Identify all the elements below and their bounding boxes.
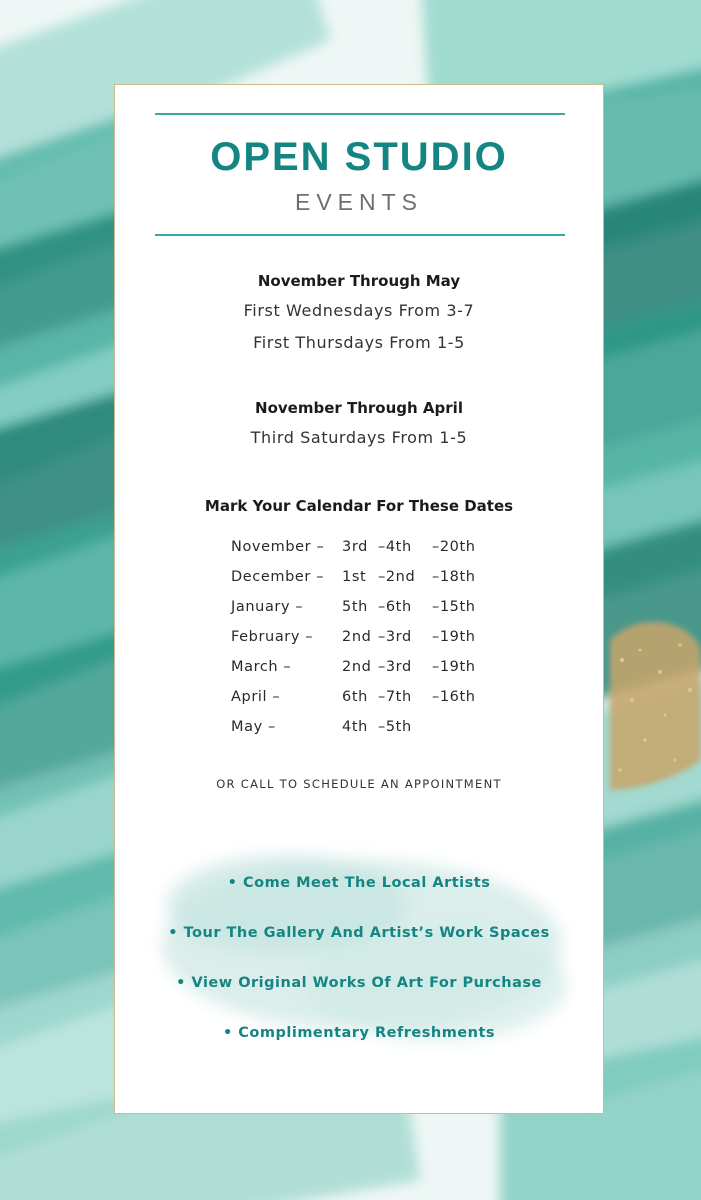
calendar-date: 5th	[342, 599, 368, 615]
table-row	[115, 539, 603, 563]
schedule-heading-2: November Through April	[255, 399, 463, 417]
table-row	[115, 599, 603, 623]
table-row	[115, 569, 603, 593]
calendar-date: –20th	[432, 539, 476, 555]
watercolor-splash	[147, 835, 577, 1055]
calendar-date: –2nd	[378, 569, 416, 585]
schedule-line: First Wednesdays From 3-7	[243, 301, 475, 320]
calendar-date: –19th	[432, 659, 476, 675]
bottom-divider	[155, 234, 565, 236]
event-card	[114, 84, 604, 1114]
calendar-date: 3rd	[342, 539, 368, 555]
schedule-heading-1: November Through May	[257, 272, 461, 290]
table-row	[115, 659, 603, 683]
table-row	[115, 719, 603, 743]
calendar-date: –4th	[378, 539, 412, 555]
calendar-date: 2nd	[342, 659, 372, 675]
calendar-month: March –	[231, 659, 292, 675]
top-divider	[155, 113, 565, 115]
calendar-date: –5th	[378, 719, 412, 735]
page-title: OPEN STUDIO	[210, 135, 508, 179]
calendar-month: February –	[231, 629, 314, 645]
calendar-date: –19th	[432, 629, 476, 645]
calendar-heading: Mark Your Calendar For These Dates	[204, 497, 514, 515]
calendar-month: May –	[231, 719, 276, 735]
calendar-month: November –	[231, 539, 325, 555]
list-item: • Tour The Gallery And Artist’s Work Spaces	[168, 925, 550, 941]
calendar-date: –3rd	[378, 629, 412, 645]
calendar-month: December –	[231, 569, 325, 585]
calendar-date: –3rd	[378, 659, 412, 675]
schedule-line: First Thursdays From 1-5	[253, 333, 465, 352]
list-item: • Come Meet The Local Artists	[227, 875, 491, 891]
page-subtitle: EVENTS	[294, 189, 424, 215]
schedule-line: Third Saturdays From 1-5	[250, 428, 468, 447]
calendar-date: 2nd	[342, 629, 372, 645]
calendar-month: January –	[231, 599, 304, 615]
calendar-date: –7th	[378, 689, 412, 705]
calendar-date: 6th	[342, 689, 368, 705]
calendar-date: –6th	[378, 599, 412, 615]
calendar-date: –18th	[432, 569, 476, 585]
calendar-month: April –	[231, 689, 281, 705]
appointment-note: OR CALL TO SCHEDULE AN APPOINTMENT	[216, 777, 502, 791]
table-row	[115, 689, 603, 713]
list-item: • Complimentary Refreshments	[222, 1025, 496, 1041]
calendar-date: –15th	[432, 599, 476, 615]
calendar-date: –16th	[432, 689, 476, 705]
calendar-date: 1st	[342, 569, 367, 585]
list-item: • View Original Works Of Art For Purchase	[176, 975, 542, 991]
table-row	[115, 629, 603, 653]
calendar-date: 4th	[342, 719, 368, 735]
